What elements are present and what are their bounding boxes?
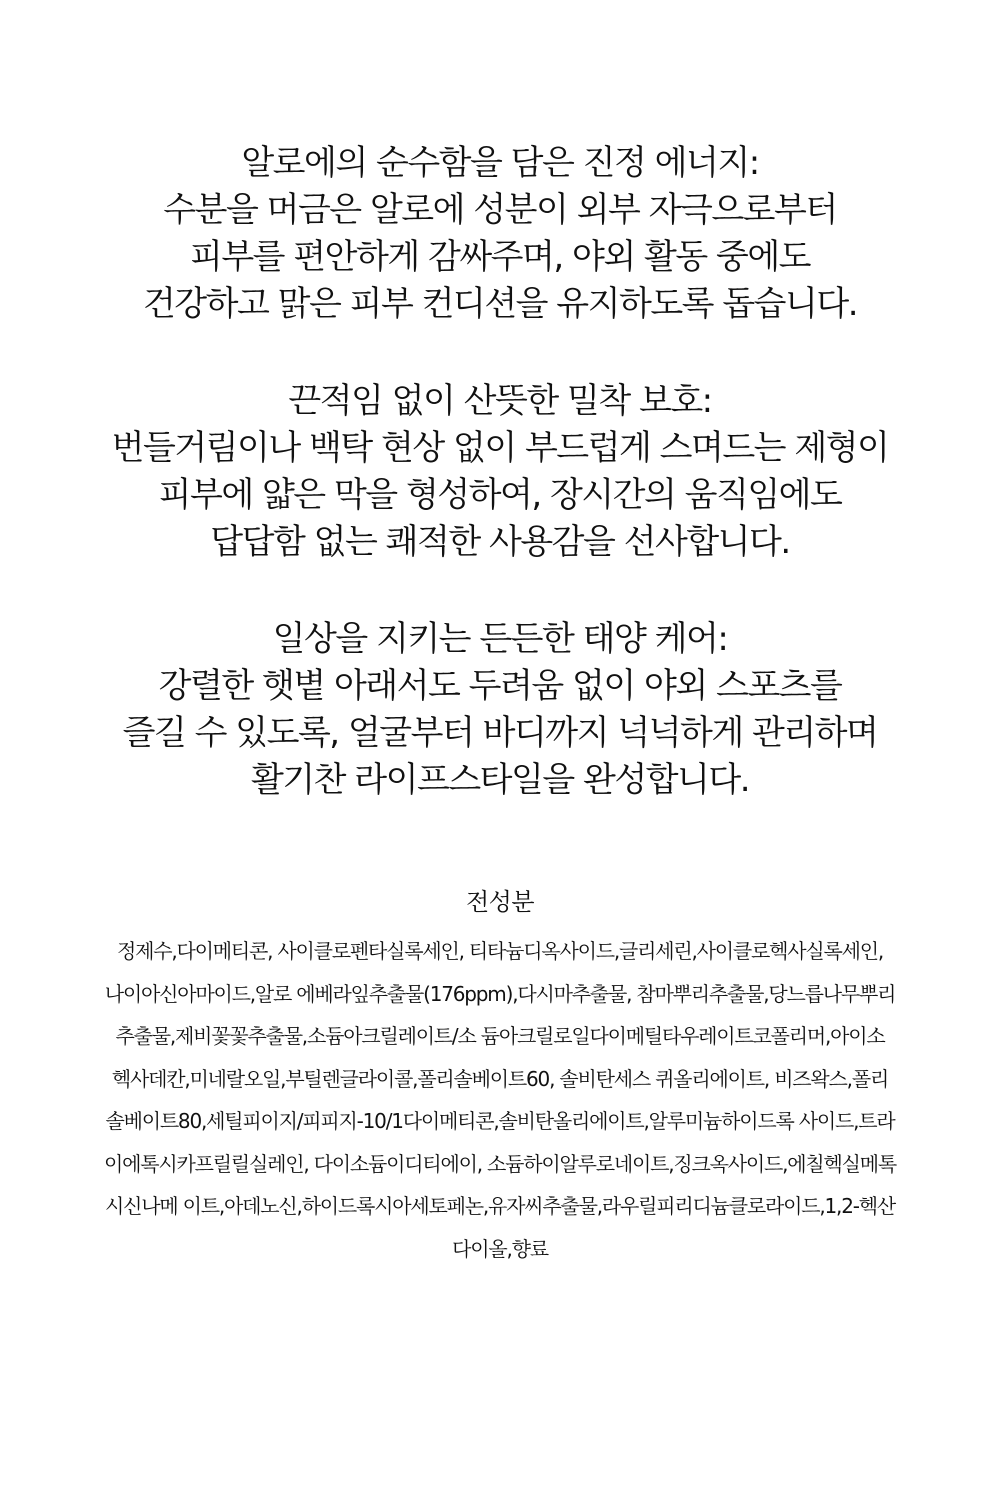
section-text-line: 즐길 수 있도록, 얼굴부터 바디까지 넉넉하게 관리하며 bbox=[122, 713, 878, 753]
ingredients-line: 이에톡시카프릴릴실레인, 다이소듐이디티에이, 소듐하이알루로네이트,징크옥사이드,에칠헥실메톡 bbox=[104, 1151, 896, 1176]
section-heading: 알로에의 순수함을 담은 진정 에너지: bbox=[241, 143, 759, 183]
ingredients-line: 추출물,제비꽃꽃추출물,소듐아크릴레이트/소 듐아크릴로일다이메틸타우레이트코폴리머,아이소 bbox=[115, 1024, 885, 1048]
section-fresh-protection bbox=[0, 378, 1000, 566]
section-text-line: 답답함 없는 쾌적한 사용감을 선사합니다. bbox=[210, 522, 790, 562]
section-heading: 끈적임 없이 산뜻한 밀착 보호: bbox=[288, 381, 712, 421]
ingredients-line: 헥사데칸,미네랄오일,부틸렌글라이콜,폴리솔베이트60, 솔비탄세스 퀴올리에이트, 비즈왁스,폴리 bbox=[111, 1066, 889, 1091]
ingredients-title: 전성분 bbox=[465, 888, 535, 916]
section-text-line: 수분을 머금은 알로에 성분이 외부 자극으로부터 bbox=[163, 190, 837, 230]
section-heading: 일상을 지키는 든든한 태양 케어: bbox=[272, 619, 728, 659]
section-text-line: 건강하고 맑은 피부 컨디션을 유지하도록 돕습니다. bbox=[142, 284, 858, 324]
ingredients-line: 솔베이트80,세틸피이지/피피지-10/1다이메티콘,솔비탄올리에이트,알루미늄하이드록 사이드,트라 bbox=[105, 1109, 895, 1133]
ingredients-line: 정제수,다이메티콘, 사이클로펜타실록세인, 티타늄디옥사이드,글리세린,사이클로헥사실록세인, bbox=[116, 939, 884, 963]
ingredients-line: 나이아신아마이드,알로 에베라잎추출물(176ppm),다시마추출물, 참마뿌리추출물,당느릅나무뿌리 bbox=[104, 981, 896, 1006]
section-text-line: 강렬한 햇볕 아래서도 두려움 없이 야외 스포츠를 bbox=[158, 666, 842, 706]
section-text-line: 피부를 편안하게 감싸주며, 야외 활동 중에도 bbox=[189, 237, 811, 277]
ingredients-block bbox=[50, 882, 950, 1270]
section-text-line: 피부에 얇은 막을 형성하여, 장시간의 움직임에도 bbox=[158, 475, 842, 515]
section-text-line: 번들거림이나 백탁 현상 없이 부드럽게 스며드는 제형이 bbox=[111, 428, 889, 468]
ingredients-line: 다이올,향료 bbox=[452, 1236, 548, 1261]
section-aloe-energy bbox=[0, 140, 1000, 328]
ingredients-line: 시신나메 이트,아데노신,하이드록시아세토페논,유자씨추출물,라우릴피리디늄클로라이드,1,2-헥산 bbox=[105, 1194, 895, 1218]
section-text-line: 활기찬 라이프스타일을 완성합니다. bbox=[250, 760, 750, 800]
section-sun-care bbox=[0, 616, 1000, 804]
description-sections bbox=[0, 140, 1000, 854]
